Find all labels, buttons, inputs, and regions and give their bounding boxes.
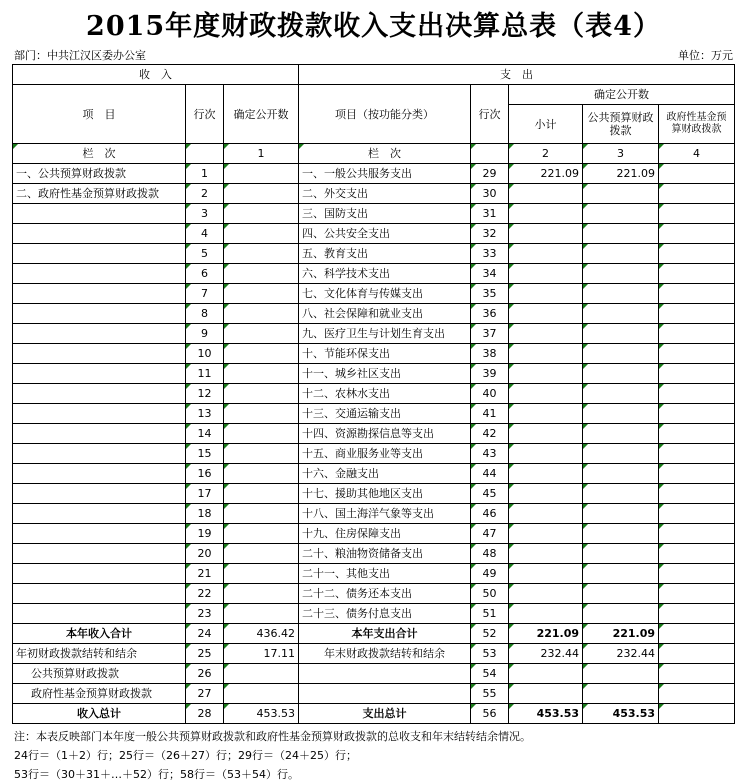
expense-line: 30 (471, 184, 509, 204)
income-value (224, 244, 299, 264)
income-item (13, 604, 186, 624)
income-value (224, 224, 299, 244)
line-no-header-2: 行次 (471, 85, 509, 144)
income-line: 27 (186, 684, 224, 704)
gov-fund-value (659, 264, 735, 284)
public-budget-value (583, 264, 659, 284)
expense-line: 33 (471, 244, 509, 264)
subtotal-value (509, 264, 583, 284)
income-value (224, 164, 299, 184)
income-item (13, 564, 186, 584)
table-row (13, 544, 735, 564)
expense-item: 十三、交通运输支出 (299, 404, 471, 424)
public-budget-value (583, 344, 659, 364)
expense-item: 十八、国土海洋气象等支出 (299, 504, 471, 524)
subtotal-value (509, 304, 583, 324)
public-budget-value (583, 284, 659, 304)
expense-line: 32 (471, 224, 509, 244)
gov-fund-value (659, 324, 735, 344)
public-budget-value (583, 504, 659, 524)
income-line: 2 (186, 184, 224, 204)
col-label-2: 栏 次 (299, 144, 471, 164)
table-row (13, 244, 735, 264)
income-line: 21 (186, 564, 224, 584)
income-line: 4 (186, 224, 224, 244)
income-value (224, 384, 299, 404)
public-budget-value: 232.44 (583, 644, 659, 664)
gov-fund-value (659, 384, 735, 404)
income-value (224, 504, 299, 524)
gov-fund-value (659, 464, 735, 484)
expense-line: 51 (471, 604, 509, 624)
gov-fund-value (659, 524, 735, 544)
gov-fund-value (659, 624, 735, 644)
public-budget-value (583, 664, 659, 684)
income-item (13, 444, 186, 464)
income-line: 26 (186, 664, 224, 684)
expense-item: 十六、金融支出 (299, 464, 471, 484)
col-number-4: 4 (659, 144, 735, 164)
income-line: 10 (186, 344, 224, 364)
subtotal-value: 221.09 (509, 624, 583, 644)
income-line: 9 (186, 324, 224, 344)
expense-line: 55 (471, 684, 509, 704)
expense-item: 六、科学技术支出 (299, 264, 471, 284)
income-item (13, 404, 186, 424)
col-number-1: 1 (224, 144, 299, 164)
table-row (13, 344, 735, 364)
public-budget-value (583, 184, 659, 204)
expense-line: 47 (471, 524, 509, 544)
income-line: 14 (186, 424, 224, 444)
income-item (13, 284, 186, 304)
subtotal-value (509, 604, 583, 624)
expense-item: 十九、住房保障支出 (299, 524, 471, 544)
income-line: 1 (186, 164, 224, 184)
income-item (13, 364, 186, 384)
table-row (13, 404, 735, 424)
income-item (13, 484, 186, 504)
income-line: 13 (186, 404, 224, 424)
gov-fund-value (659, 564, 735, 584)
income-line: 6 (186, 264, 224, 284)
income-item (13, 244, 186, 264)
item-header: 项 目 (13, 85, 186, 144)
unit-label: 单位：万元 (678, 49, 733, 62)
expense-item: 十七、援助其他地区支出 (299, 484, 471, 504)
income-value: 436.42 (224, 624, 299, 644)
income-value (224, 444, 299, 464)
expense-item: 二、外交支出 (299, 184, 471, 204)
public-budget-value: 221.09 (583, 164, 659, 184)
expense-line: 49 (471, 564, 509, 584)
expense-item: 十二、农林水支出 (299, 384, 471, 404)
income-line: 11 (186, 364, 224, 384)
public-budget-value: 453.53 (583, 704, 659, 724)
expense-item (299, 684, 471, 704)
public-budget-value (583, 484, 659, 504)
table-row (13, 704, 735, 724)
income-value (224, 464, 299, 484)
subtotal-header: 小计 (509, 105, 583, 144)
subtotal-value (509, 384, 583, 404)
expense-line: 39 (471, 364, 509, 384)
table-row (13, 564, 735, 584)
expense-line: 53 (471, 644, 509, 664)
income-value (224, 564, 299, 584)
table-row (13, 504, 735, 524)
expense-item: 十一、城乡社区支出 (299, 364, 471, 384)
table-row (13, 484, 735, 504)
income-item (13, 344, 186, 364)
expense-line: 56 (471, 704, 509, 724)
table-row (13, 364, 735, 384)
income-value (224, 664, 299, 684)
public-budget-value (583, 444, 659, 464)
subtotal-value (509, 184, 583, 204)
income-item (13, 324, 186, 344)
income-line: 23 (186, 604, 224, 624)
expense-item: 二十一、其他支出 (299, 564, 471, 584)
income-line: 12 (186, 384, 224, 404)
income-line: 22 (186, 584, 224, 604)
table-row (13, 384, 735, 404)
subtotal-value (509, 324, 583, 344)
income-value (224, 264, 299, 284)
subtotal-value (509, 404, 583, 424)
expense-item: 二十三、债务付息支出 (299, 604, 471, 624)
subtotal-value (509, 544, 583, 564)
expense-line: 52 (471, 624, 509, 644)
expense-line: 36 (471, 304, 509, 324)
income-value (224, 184, 299, 204)
expense-item: 十四、资源勘探信息等支出 (299, 424, 471, 444)
income-line: 3 (186, 204, 224, 224)
expense-line: 37 (471, 324, 509, 344)
expense-item: 五、教育支出 (299, 244, 471, 264)
public-budget-value (583, 224, 659, 244)
table-row (13, 524, 735, 544)
gov-fund-value (659, 704, 735, 724)
income-value (224, 364, 299, 384)
subtotal-value (509, 564, 583, 584)
expense-line: 50 (471, 584, 509, 604)
expense-item: 二十、粮油物资储备支出 (299, 544, 471, 564)
gov-fund-value (659, 404, 735, 424)
expense-line: 29 (471, 164, 509, 184)
income-value (224, 524, 299, 544)
subtotal-value: 221.09 (509, 164, 583, 184)
subtotal-value: 453.53 (509, 704, 583, 724)
income-line: 24 (186, 624, 224, 644)
subtotal-value (509, 664, 583, 684)
public-budget-value (583, 544, 659, 564)
subtotal-value (509, 424, 583, 444)
income-item (13, 584, 186, 604)
income-value (224, 284, 299, 304)
gov-fund-value (659, 484, 735, 504)
table-row (13, 224, 735, 244)
expense-item: 四、公共安全支出 (299, 224, 471, 244)
expense-item: 年末财政拨款结转和结余 (299, 644, 471, 664)
gov-fund-value (659, 184, 735, 204)
income-item (13, 224, 186, 244)
gov-fund-value (659, 304, 735, 324)
income-item (13, 524, 186, 544)
expense-line: 46 (471, 504, 509, 524)
income-value: 17.11 (224, 644, 299, 664)
expense-header: 支 出 (299, 65, 735, 85)
expense-line: 54 (471, 664, 509, 684)
approved-public-header-2: 确定公开数 (509, 85, 735, 105)
table-row (13, 684, 735, 704)
expense-line: 40 (471, 384, 509, 404)
subtotal-value: 232.44 (509, 644, 583, 664)
public-budget-value (583, 464, 659, 484)
income-line: 25 (186, 644, 224, 664)
expense-item: 十五、商业服务业等支出 (299, 444, 471, 464)
expense-item: 本年支出合计 (299, 624, 471, 644)
public-budget-value (583, 684, 659, 704)
income-value (224, 304, 299, 324)
expense-item: 一、一般公共服务支出 (299, 164, 471, 184)
gov-fund-value (659, 444, 735, 464)
income-header: 收 入 (13, 65, 299, 85)
income-item: 政府性基金预算财政拨款 (13, 684, 186, 704)
col-blank-2 (471, 144, 509, 164)
gov-fund-value (659, 544, 735, 564)
subtotal-value (509, 464, 583, 484)
table-row (13, 284, 735, 304)
note-line: 24行＝（1＋2）行；25行＝（26＋27）行；29行＝（24＋25）行； (14, 749, 357, 762)
public-budget-value: 221.09 (583, 624, 659, 644)
expense-item: 十、节能环保支出 (299, 344, 471, 364)
expense-item: 二十二、债务还本支出 (299, 584, 471, 604)
income-value: 453.53 (224, 704, 299, 724)
income-value (224, 404, 299, 424)
line-no-header: 行次 (186, 85, 224, 144)
public-budget-value (583, 244, 659, 264)
income-value (224, 424, 299, 444)
expense-line: 41 (471, 404, 509, 424)
subtotal-value (509, 364, 583, 384)
subtotal-value (509, 244, 583, 264)
subtotal-value (509, 344, 583, 364)
public-budget-value (583, 564, 659, 584)
public-budget-value (583, 324, 659, 344)
income-line: 28 (186, 704, 224, 724)
expense-item: 七、文化体育与传媒支出 (299, 284, 471, 304)
gov-fund-value (659, 284, 735, 304)
public-budget-value (583, 204, 659, 224)
table-row (13, 264, 735, 284)
subtotal-value (509, 444, 583, 464)
col-number-3: 3 (583, 144, 659, 164)
public-budget-value (583, 404, 659, 424)
expense-line: 48 (471, 544, 509, 564)
income-line: 19 (186, 524, 224, 544)
income-item: 年初财政拨款结转和结余 (13, 644, 186, 664)
gov-fund-value (659, 224, 735, 244)
income-value (224, 344, 299, 364)
public-budget-value (583, 584, 659, 604)
income-item (13, 544, 186, 564)
income-line: 20 (186, 544, 224, 564)
table-row (13, 624, 735, 644)
income-value (224, 684, 299, 704)
income-line: 15 (186, 444, 224, 464)
col-label: 栏 次 (13, 144, 186, 164)
subtotal-value (509, 204, 583, 224)
gov-fund-value (659, 644, 735, 664)
subtotal-value (509, 684, 583, 704)
gov-fund-value (659, 364, 735, 384)
report-title: 2015年度财政拨款收入支出决算总表（表4） (86, 11, 661, 42)
expense-line: 44 (471, 464, 509, 484)
income-line: 16 (186, 464, 224, 484)
public-budget-value (583, 364, 659, 384)
gov-fund-header: 政府性基金预算财政拨款 (659, 105, 735, 144)
expense-line: 45 (471, 484, 509, 504)
table-row (13, 584, 735, 604)
income-line: 5 (186, 244, 224, 264)
public-budget-value (583, 304, 659, 324)
budget-table (12, 64, 735, 724)
income-value (224, 324, 299, 344)
table-row (13, 424, 735, 444)
gov-fund-value (659, 584, 735, 604)
subtotal-value (509, 484, 583, 504)
expense-item: 八、社会保障和就业支出 (299, 304, 471, 324)
subtotal-value (509, 284, 583, 304)
expense-item: 三、国防支出 (299, 204, 471, 224)
income-line: 8 (186, 304, 224, 324)
expense-line: 43 (471, 444, 509, 464)
approved-public-header: 确定公开数 (224, 85, 299, 144)
gov-fund-value (659, 664, 735, 684)
department-label: 部门：中共江汉区委办公室 (14, 49, 146, 62)
note-line: 注：本表反映部门本年度一般公共预算财政拨款和政府性基金预算财政拨款的总收支和年末结转结余情况。 (14, 730, 531, 743)
income-item (13, 304, 186, 324)
public-budget-value (583, 384, 659, 404)
income-value (224, 584, 299, 604)
subtotal-value (509, 224, 583, 244)
income-item: 二、政府性基金预算财政拨款 (13, 184, 186, 204)
col-number-2: 2 (509, 144, 583, 164)
table-row (13, 644, 735, 664)
subtotal-value (509, 524, 583, 544)
expense-line: 35 (471, 284, 509, 304)
income-item: 一、公共预算财政拨款 (13, 164, 186, 184)
subtotal-value (509, 584, 583, 604)
income-item (13, 464, 186, 484)
item-by-function-header: 项目（按功能分类） (299, 85, 471, 144)
income-value (224, 204, 299, 224)
table-row (13, 604, 735, 624)
income-line: 17 (186, 484, 224, 504)
expense-line: 42 (471, 424, 509, 444)
gov-fund-value (659, 504, 735, 524)
gov-fund-value (659, 164, 735, 184)
subtotal-value (509, 504, 583, 524)
income-item (13, 424, 186, 444)
income-item: 本年收入合计 (13, 624, 186, 644)
expense-item: 九、医疗卫生与计划生育支出 (299, 324, 471, 344)
income-item (13, 264, 186, 284)
expense-line: 38 (471, 344, 509, 364)
gov-fund-value (659, 204, 735, 224)
table-row (13, 164, 735, 184)
expense-line: 34 (471, 264, 509, 284)
table-row (13, 204, 735, 224)
income-line: 7 (186, 284, 224, 304)
income-item: 收入总计 (13, 704, 186, 724)
public-budget-value (583, 424, 659, 444)
income-item (13, 384, 186, 404)
gov-fund-value (659, 244, 735, 264)
gov-fund-value (659, 604, 735, 624)
income-value (224, 484, 299, 504)
table-row (13, 304, 735, 324)
table-row (13, 184, 735, 204)
notes (14, 727, 531, 784)
gov-fund-value (659, 684, 735, 704)
gov-fund-value (659, 424, 735, 444)
expense-item (299, 664, 471, 684)
table-row (13, 324, 735, 344)
income-item: 公共预算财政拨款 (13, 664, 186, 684)
public-budget-value (583, 524, 659, 544)
income-item (13, 204, 186, 224)
income-line: 18 (186, 504, 224, 524)
expense-line: 31 (471, 204, 509, 224)
income-value (224, 604, 299, 624)
income-value (224, 544, 299, 564)
table-row (13, 444, 735, 464)
table-row (13, 464, 735, 484)
expense-item: 支出总计 (299, 704, 471, 724)
gov-fund-value (659, 344, 735, 364)
table-row (13, 664, 735, 684)
col-blank (186, 144, 224, 164)
income-item (13, 504, 186, 524)
public-budget-value (583, 604, 659, 624)
public-budget-header: 公共预算财政拨款 (583, 105, 659, 144)
note-line: 53行＝（30＋31＋…＋52）行；58行＝（53＋54）行。 (14, 768, 299, 781)
